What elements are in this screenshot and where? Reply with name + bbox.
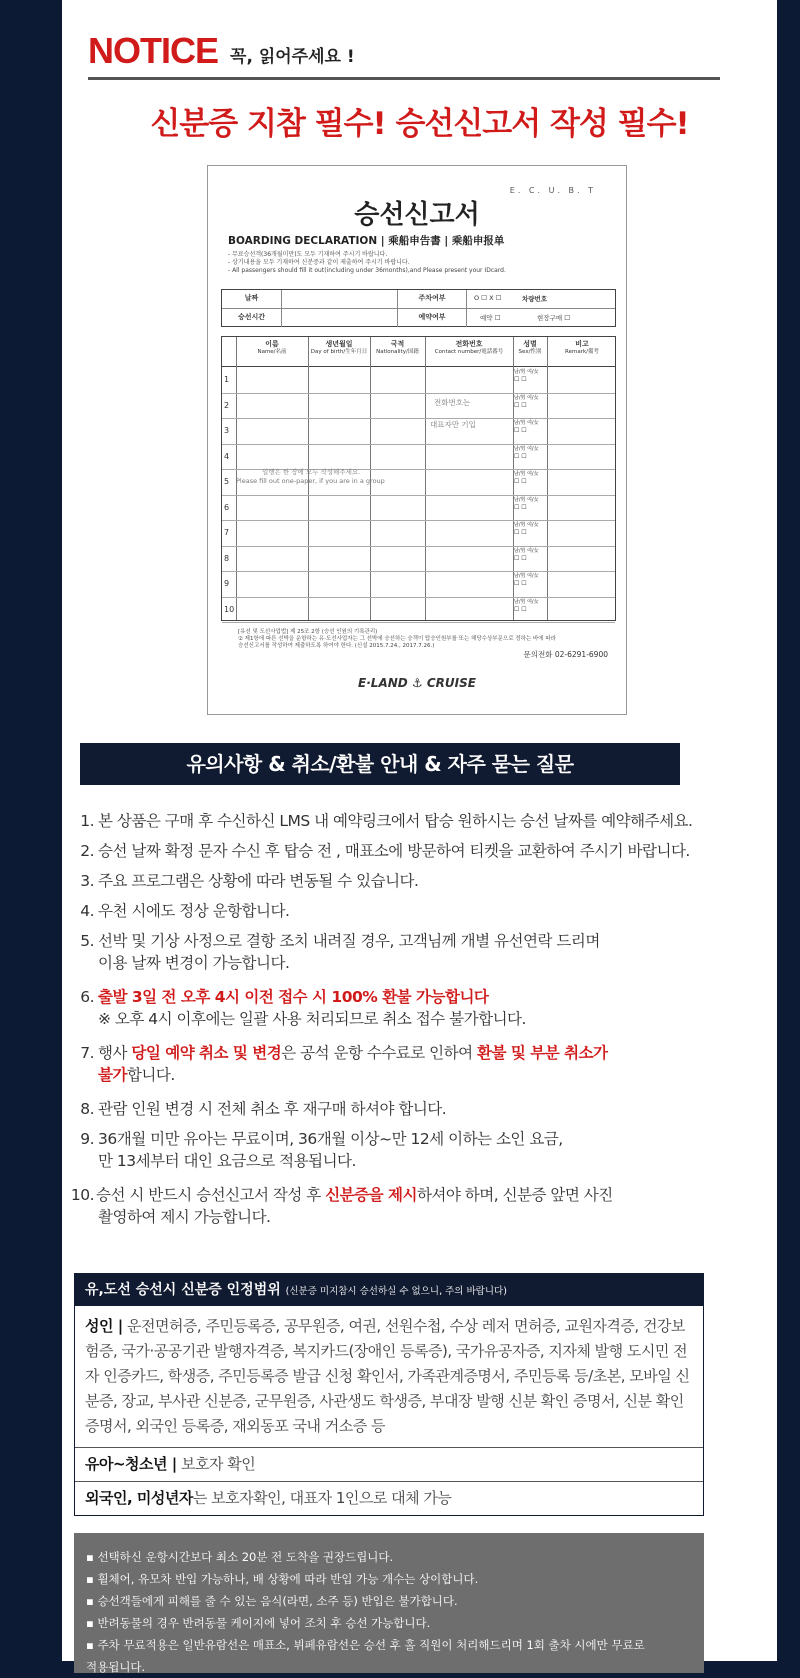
list-item <box>76 900 756 922</box>
grid-row-line <box>222 597 615 598</box>
vehicle-no-label: 차량번호 <box>522 295 548 303</box>
sex-checkboxes[interactable] <box>514 548 544 562</box>
grid-row-line <box>222 571 615 572</box>
section-title: 유의사항 & 취소/환불 안내 & 자주 묻는 질문 <box>80 743 680 785</box>
phone-note: 대표자만 기입 <box>430 420 476 429</box>
sex-checkboxes[interactable] <box>514 573 544 587</box>
law-line: [유선 및 도선사업법] 제 25조 2항 (승선 인원의 기록관리) <box>238 629 378 635</box>
col-remark-label: 비고 <box>575 340 589 348</box>
item-text: 본 상품은 구매 후 수신하신 LMS 내 예약링크에서 탑승 원하시는 승선 날짜를 예약해주세요. <box>98 812 693 830</box>
sex-checkboxes[interactable] <box>514 599 544 613</box>
notice-sheet <box>62 0 777 1674</box>
list-item <box>70 1184 750 1228</box>
group-note: 일행은 한 장에 모두 작성해주세요. <box>262 468 361 476</box>
item-number: 10. <box>70 1186 94 1204</box>
adult-row <box>75 1306 703 1448</box>
item-text-highlight: 신분증을 제시 <box>325 1186 417 1204</box>
item-number: 6. <box>80 988 94 1006</box>
sex-box-squares[interactable]: ☐ ☐ <box>514 427 527 434</box>
phone-note: 전화번호는 <box>434 398 471 407</box>
item-text: 36개월 미만 유아는 무료이며, 36개월 이상~만 12세 이하는 소인 요금, <box>98 1130 563 1148</box>
item-text: 승선 시 반드시 승선신고서 작성 후 <box>96 1186 326 1204</box>
law-line: 승선신고서를 작성하여 제출하도록 하여야 한다. (신설 2015.7.24., 2017.7.26.) <box>238 643 435 649</box>
sex-checkboxes[interactable] <box>514 497 544 511</box>
item-text-highlight: 불가 <box>98 1066 127 1084</box>
passenger-grid <box>221 336 616 621</box>
sex-checkboxes[interactable] <box>514 446 544 460</box>
form-notes <box>228 251 506 275</box>
item-number: 4. <box>80 902 94 920</box>
grid-row-line <box>222 520 615 521</box>
form-law-text <box>238 629 556 650</box>
list-item <box>76 1128 756 1172</box>
onsite-option: 현장구매 ☐ <box>537 314 571 322</box>
col-remark-sub: Remark/備考 <box>565 349 599 355</box>
col-phone-label: 전화번호 <box>455 340 483 348</box>
main-heading: 신분증 지참 필수! 승선신고서 작성 필수! <box>150 106 689 142</box>
parking-label: 주차여부 <box>397 290 467 308</box>
form-subtitle: BOARDING DECLARATION | 乘船申告書 | 乘船申报单 <box>228 235 505 247</box>
sex-box-squares[interactable]: ☐ ☐ <box>514 580 527 587</box>
sex-checkboxes[interactable] <box>514 369 544 383</box>
reserve-option: 예약 ☐ <box>480 314 501 322</box>
form-phone: 문의전화 02-6291-6900 <box>523 650 608 659</box>
grid-row-line <box>222 622 615 623</box>
sex-box-label: 남/男 여/女 <box>514 420 539 426</box>
youth-text: 보호자 확인 <box>181 1455 256 1473</box>
item-number: 2. <box>80 842 94 860</box>
item-text-cont: 만 13세부터 대인 요금으로 적용됩니다. <box>98 1152 356 1170</box>
form-title: 승선신고서 <box>354 200 480 230</box>
grid-row-line <box>222 444 615 445</box>
bullet-item: ▪ 선택하신 운항시간보다 최소 20분 전 도착을 권장드립니다. <box>86 1550 394 1564</box>
item-number: 5. <box>80 932 94 950</box>
col-sex <box>513 337 547 367</box>
item-text-cont: 이용 날짜 변경이 가능합니다. <box>98 954 290 972</box>
sex-box-squares[interactable]: ☐ ☐ <box>514 529 527 536</box>
grid-header <box>222 337 615 367</box>
id-box-note: (신분증 미지참시 승선하실 수 없으니, 주의 바랍니다) <box>285 1286 507 1297</box>
form-note: - 상기내용을 모두 기재하여 신분증과 같이 제출하여 주시기 바랍니다. <box>228 259 410 266</box>
item-text-cont: ※ 오후 4시 이후에는 일괄 사용 처리되므로 취소 접수 불가합니다. <box>98 1010 526 1028</box>
bullet-item: ▪ 승선객들에게 피해를 줄 수 있는 음식(라면, 소주 등) 반입은 불가합니다. <box>86 1594 458 1608</box>
foreign-row <box>75 1482 703 1515</box>
sex-box-squares[interactable]: ☐ ☐ <box>514 376 527 383</box>
date-label: 날짜 <box>222 290 282 308</box>
sex-box-squares[interactable]: ☐ ☐ <box>514 503 527 511</box>
info-bullets <box>74 1533 704 1673</box>
item-text: 선박 및 기상 사정으로 결항 조치 내려질 경우, 고객님께 개별 유선연락 드리며 <box>98 932 600 950</box>
eland-cruise-logo: E·LAND ⚓ CRUISE <box>358 676 476 690</box>
bullet-item: ▪ 주차 무료적용은 일반유람선은 매표소, 뷔페유람선은 승선 후 홀 직원이 처리해드리며 1회 출차 시에만 무료로 <box>86 1638 645 1652</box>
list-item <box>76 870 756 892</box>
list-item <box>76 810 756 832</box>
col-name-label: 이름 <box>265 340 279 348</box>
item-text: 합니다. <box>126 1066 175 1084</box>
row-number: 6 <box>224 502 230 512</box>
bullet-item: 적용됩니다. <box>86 1660 146 1674</box>
sex-checkboxes[interactable] <box>514 522 544 536</box>
adult-label: 성인 | <box>85 1317 123 1335</box>
item-number: 1. <box>80 812 94 830</box>
id-range-box <box>74 1273 704 1516</box>
item-text: 관람 인원 변경 시 전체 취소 후 재구매 하셔야 합니다. <box>98 1100 447 1118</box>
col-birth <box>308 337 370 367</box>
sex-box-label: 남/男 여/女 <box>514 547 539 554</box>
item-number: 7. <box>80 1044 94 1062</box>
bullet-item: ▪ 반려동물의 경우 반려동물 케이지에 넣어 조치 후 승선 가능합니다. <box>86 1616 431 1630</box>
sex-box-label: 남/男 여/女 <box>514 598 539 605</box>
sex-checkboxes[interactable] <box>514 471 544 485</box>
col-phone-sub: Contact number/電話番号 <box>434 349 504 355</box>
col-name <box>236 337 308 367</box>
list-item <box>76 986 756 1030</box>
sex-box-squares[interactable]: ☐ ☐ <box>514 554 527 562</box>
notice-title: NOTICE <box>88 30 219 71</box>
sex-box-label: 남/男 여/女 <box>514 369 539 375</box>
form-info-box <box>221 289 616 327</box>
law-line: ② 제1항에 따른 선박을 운항하는 유·도선사업자는 그 선박에 승선하는 승객이 탑승인원부를 또는 해당수상부문으로 정하는 바에 따라 <box>238 636 556 642</box>
col-remark <box>547 337 617 367</box>
form-note: - All passengers should fill it out(including under 36months),and Please present your IDcard. <box>228 267 506 274</box>
id-box-title: 유,도선 승선시 신분증 인정범위 <box>85 1282 281 1298</box>
row-number: 8 <box>224 553 230 563</box>
time-label: 승선시간 <box>222 309 282 327</box>
youth-label: 유아~청소년 | <box>85 1455 177 1473</box>
item-text: 주요 프로그램은 상황에 따라 변동될 수 있습니다. <box>98 872 419 890</box>
sex-box-label: 남/男 여/女 <box>514 522 539 528</box>
bullet-item: ▪ 휠체어, 유모차 반입 가능하나, 배 상황에 따라 반입 가능 개수는 상이합니다. <box>86 1572 479 1586</box>
list-item <box>76 1098 756 1120</box>
id-box-header <box>75 1274 703 1306</box>
sex-box-squares[interactable]: ☐ ☐ <box>514 452 527 460</box>
item-text: 우천 시에도 정상 운항합니다. <box>98 902 290 920</box>
grid-line <box>425 337 426 620</box>
item-text-highlight: 출발 3일 전 오후 4시 이전 접수 시 100% 환불 가능합니다 <box>98 988 489 1006</box>
col-birth-label: 생년월일 <box>325 340 353 348</box>
sex-box-label: 남/男 여/女 <box>514 445 539 452</box>
item-number: 3. <box>80 872 94 890</box>
reserve-option-label: 예약 <box>480 314 493 322</box>
grid-row-line <box>222 393 615 394</box>
notice-subtitle: 꼭, 읽어주세요 ! <box>230 47 355 67</box>
row-number: 1 <box>224 375 230 384</box>
sex-box-label: 남/男 여/女 <box>514 471 539 477</box>
item-text: 행사 <box>98 1044 132 1062</box>
youth-row <box>75 1448 703 1482</box>
form-note: - 무료승선객(36개월미만)도 모두 기재하여 주시기 바랍니다. <box>228 251 388 258</box>
sex-box-squares[interactable]: ☐ ☐ <box>514 605 527 613</box>
sex-box-squares[interactable]: ☐ ☐ <box>514 478 527 485</box>
grid-row-line <box>222 546 615 547</box>
sex-box-label: 남/男 여/女 <box>514 394 539 401</box>
reservation-label: 예약여부 <box>397 309 467 327</box>
item-text: 승선 날짜 확정 문자 수신 후 탑승 전 , 매표소에 방문하여 티켓을 교환하여 주시기 바랍니다. <box>98 842 690 860</box>
sex-box-label: 남/男 여/女 <box>514 496 539 503</box>
sex-checkboxes[interactable] <box>514 420 544 434</box>
row-number: 7 <box>224 528 230 537</box>
adult-text: 운전면허증, 주민등록증, 공무원증, 여권, 선원수첩, 수상 레저 면허증, 교원자격증, 건강보험증, 국가·공공기관 발행자격증, 복지카드(장애인 등록증), 국가유공자증, 지자체 발행 도시민 전자 인증카드, 학생증, 주민등록증 발급 신청 확인서, 가족관계증명서, 주민등록 등/초본, 모바일 신분증, 장교, 부사관 신분증, 군무원증, 사관생도 학생증, 부대장 발행 신분 확인 증명서, 신분 확인 증명서, 외국인 등록증, 재외동포 국내 거소증 등 <box>85 1317 690 1435</box>
sex-checkboxes[interactable] <box>514 395 544 409</box>
item-text-highlight: 환불 및 부분 취소가 <box>477 1044 608 1062</box>
onsite-option-label: 현장구매 <box>537 314 563 322</box>
item-text: 하셔야 하며, 신분증 앞면 사진 <box>416 1186 613 1204</box>
col-name-sub: Name/名前 <box>257 349 287 355</box>
notice-header <box>88 22 720 80</box>
row-number: 5 <box>224 477 230 486</box>
item-number: 8. <box>80 1100 94 1118</box>
item-number: 9. <box>80 1130 94 1148</box>
col-sex-sub: Sex/性別 <box>518 349 542 355</box>
list-item <box>76 840 756 862</box>
boarding-declaration-form <box>207 165 627 715</box>
sex-box-squares[interactable]: ☐ ☐ <box>514 401 527 409</box>
item-text-highlight: 당일 예약 취소 및 변경 <box>131 1044 282 1062</box>
grid-row-line <box>222 418 615 419</box>
list-item <box>76 930 756 974</box>
list-item <box>76 1042 756 1086</box>
group-note: Please fill out one-paper, if you are in a group <box>236 477 385 485</box>
item-text: 은 공석 운항 수수료로 인하여 <box>281 1044 478 1062</box>
foreign-text: 는 보호자확인, 대표자 1인으로 대체 가능 <box>192 1489 452 1507</box>
col-nation-sub: Nationality/国籍 <box>376 349 419 355</box>
col-nation <box>370 337 425 367</box>
row-number: 9 <box>224 579 230 588</box>
col-nation-label: 국적 <box>390 340 405 348</box>
col-sex-label: 성별 <box>523 340 537 348</box>
parking-options: O ☐ X ☐ <box>474 294 502 302</box>
row-number: 4 <box>224 451 230 461</box>
grid-line <box>547 337 548 620</box>
row-number: 10 <box>224 604 235 614</box>
row-number: 2 <box>224 400 230 410</box>
foreign-label: 외국인, 미성년자 <box>85 1489 193 1507</box>
grid-row-line <box>222 495 615 496</box>
item-text-cont: 촬영하여 제시 가능합니다. <box>98 1208 271 1226</box>
form-code: E. C. U. B. T <box>509 186 596 195</box>
row-number: 3 <box>224 426 230 435</box>
col-phone <box>425 337 513 367</box>
col-birth-sub: Day of birth/生年月日 <box>310 349 368 355</box>
sex-box-label: 남/男 여/女 <box>514 573 539 579</box>
